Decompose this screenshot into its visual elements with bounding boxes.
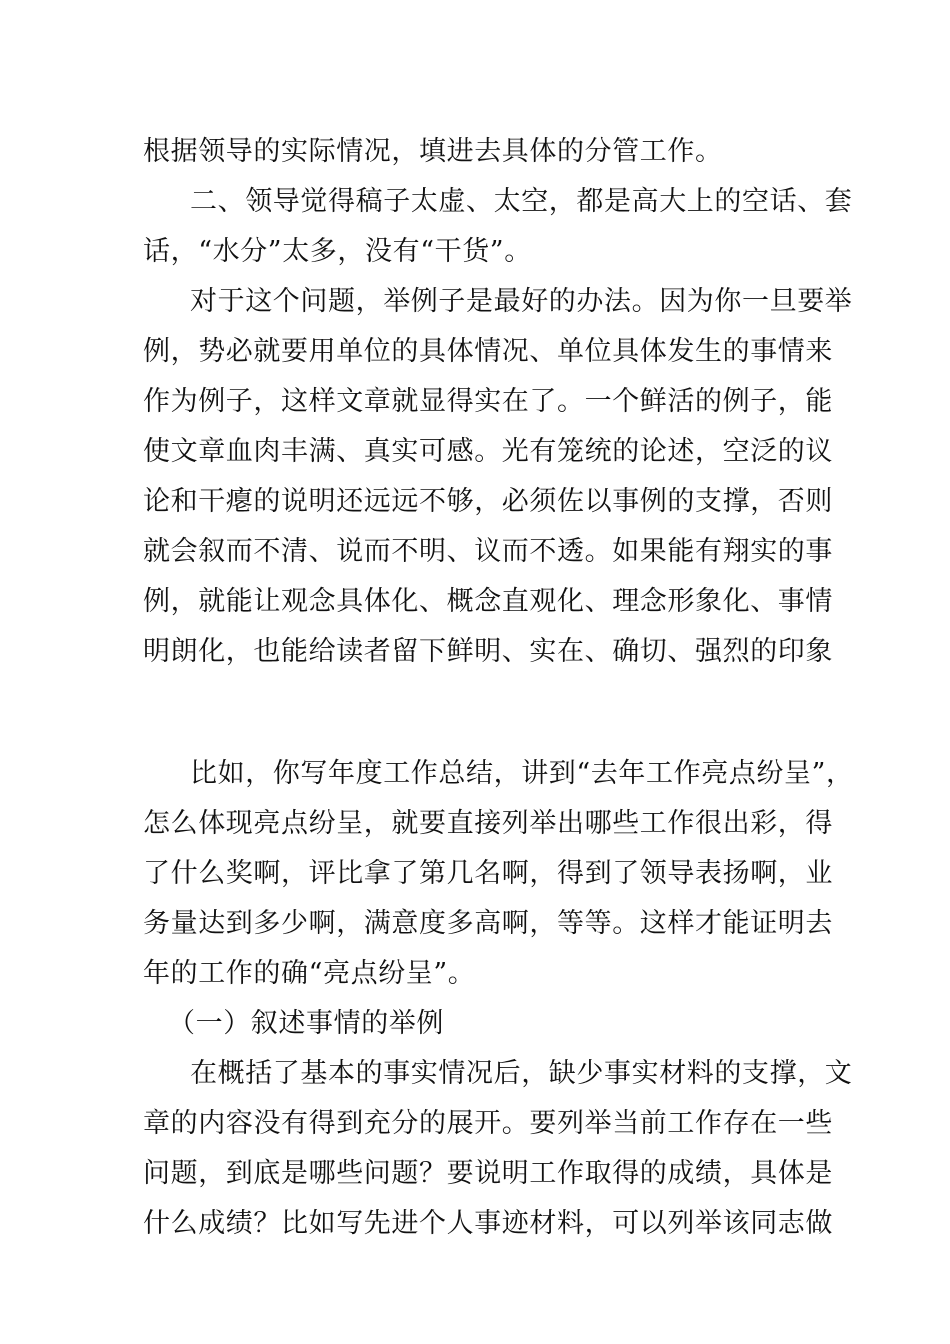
paragraph-start: 比如，你写年度工作总结，讲到“去年工作亮点纷呈”， [190,758,854,789]
paragraph-start: 对于这个问题，举例子是最好的办法。因为你一旦要举 [190,286,853,317]
text-line: 话，“水分”太多，没有“干货”。 [143,236,532,267]
text-line: 论和干瘪的说明还远远不够，必须佐以事例的支撑，否则 [143,486,833,517]
text-line: 使文章血肉丰满、真实可感。光有笼统的论述，空泛的议 [143,436,833,467]
text-line: 章的内容没有得到充分的展开。要列举当前工作存在一些 [143,1108,833,1139]
text-line: 年的工作的确“亮点纷呈”。 [143,958,476,989]
text-line: 务量达到多少啊，满意度多高啊，等等。这样才能证明去 [143,908,833,939]
text-line: 作为例子，这样文章就显得实在了。一个鲜活的例子，能 [143,386,833,417]
text-line: 明朗化，也能给读者留下鲜明、实在、确切、强烈的印象 [143,636,833,667]
section-heading: 二、领导觉得稿子太虚、太空，都是高大上的空话、套 [190,186,853,217]
text-line: 什么成绩？比如写先进个人事迹材料，可以列举该同志做 [143,1208,833,1239]
text-line: 就会叙而不清、说而不明、议而不透。如果能有翔实的事 [143,536,833,567]
text-line: 问题，到底是哪些问题？要说明工作取得的成绩，具体是 [143,1158,833,1189]
text-line: 根据领导的实际情况，填进去具体的分管工作。 [143,136,723,167]
subsection-heading: （一）叙述事情的举例 [168,1008,444,1039]
text-line: 例，就能让观念具体化、概念直观化、理念形象化、事情 [143,586,833,617]
paragraph-start: 在概括了基本的事实情况后，缺少事实材料的支撑，文 [190,1058,853,1089]
text-line: 例，势必就要用单位的具体情况、单位具体发生的事情来 [143,336,833,367]
text-line: 怎么体现亮点纷呈，就要直接列举出哪些工作很出彩，得 [143,808,833,839]
text-line: 了什么奖啊，评比拿了第几名啊，得到了领导表扬啊，业 [143,858,833,889]
